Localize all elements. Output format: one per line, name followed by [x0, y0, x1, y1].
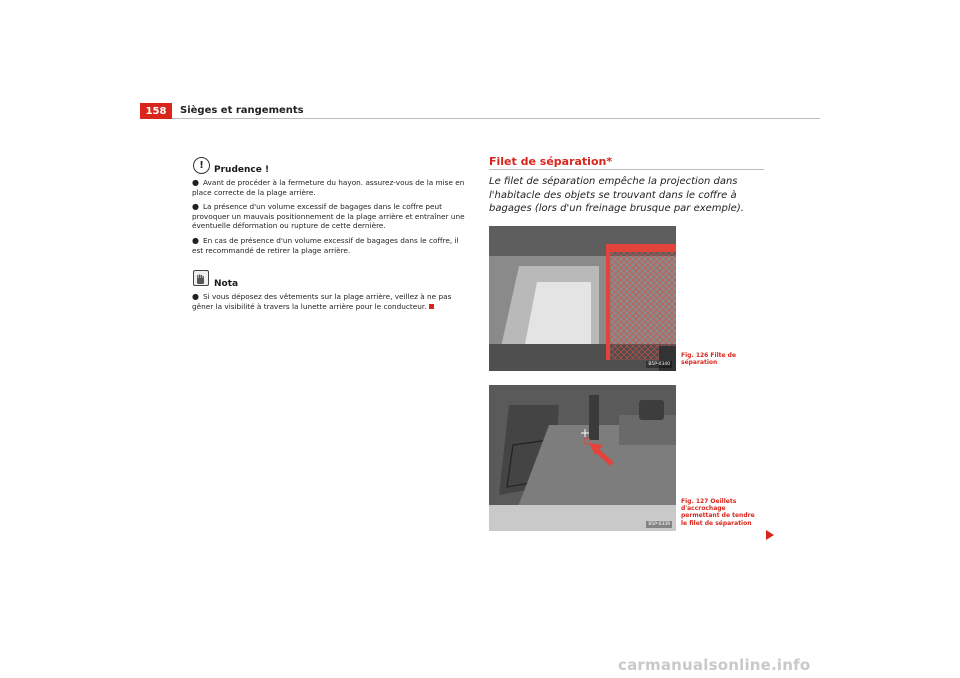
- end-of-section-icon: [429, 304, 434, 309]
- bullet-dot-icon: ●: [192, 202, 199, 211]
- note-title: Nota: [214, 279, 239, 289]
- figure-126-photo: [489, 226, 676, 371]
- warning-bullet: ● Avant de procéder à la fermeture du hayon. assurez-vous de la mise en place correcte de la plage arrière.: [192, 178, 465, 197]
- figure-code: B5P-0340: [648, 362, 670, 367]
- section-rule: [489, 169, 764, 170]
- chapter-title: Sièges et rangements: [180, 105, 304, 116]
- page-number: 158: [140, 103, 172, 119]
- warning-title: Prudence !: [214, 165, 270, 175]
- bullet-dot-icon: ●: [192, 236, 199, 245]
- figure-code: B5P-0339: [648, 522, 670, 527]
- note-hand-icon: [193, 270, 209, 286]
- warning-bullet: ● En cas de présence d'un volume excessif de bagages dans le coffre, il est recommandé de retirer la plage arrière.: [192, 236, 459, 255]
- section-intro: Le filet de séparation empêche la projection dans l'habitacle des objets se trouvant dans le coffre à bagages (lors d'un freinage brusque par exemple).: [489, 176, 744, 215]
- warning-icon: !: [193, 157, 210, 174]
- bullet-dot-icon: ●: [192, 292, 199, 301]
- triangle-right-icon[interactable]: [766, 530, 774, 540]
- header-rule: [172, 118, 820, 119]
- note-bullet: ● Si vous déposez des vêtements sur la plage arrière, veillez à ne pas gêner la visibilité à travers la lunette arrière pour le conducteur.: [192, 292, 452, 311]
- section-title: Filet de séparation*: [489, 155, 613, 168]
- figure-127-photo: [489, 385, 676, 531]
- figure-126-caption: Fig. 126 Filte de séparation: [681, 352, 737, 367]
- figure-127-caption: Fig. 127 Oeillets d'accrochage permettant de tendre le filet de séparation: [681, 498, 755, 527]
- watermark: carmanualsonline.info: [618, 656, 811, 674]
- warning-bullet: ● La présence d'un volume excessif de bagages dans le coffre peut provoquer un mauvais positionnement de la plage arrière et entraîner une éventuelle déformation ou rupture de cette dernière.: [192, 202, 465, 231]
- separation-net-illustration: [489, 226, 676, 371]
- note-hand-icon-shape: [194, 273, 207, 286]
- anchoring-eyelets-illustration: [489, 385, 676, 531]
- bullet-dot-icon: ●: [192, 178, 199, 187]
